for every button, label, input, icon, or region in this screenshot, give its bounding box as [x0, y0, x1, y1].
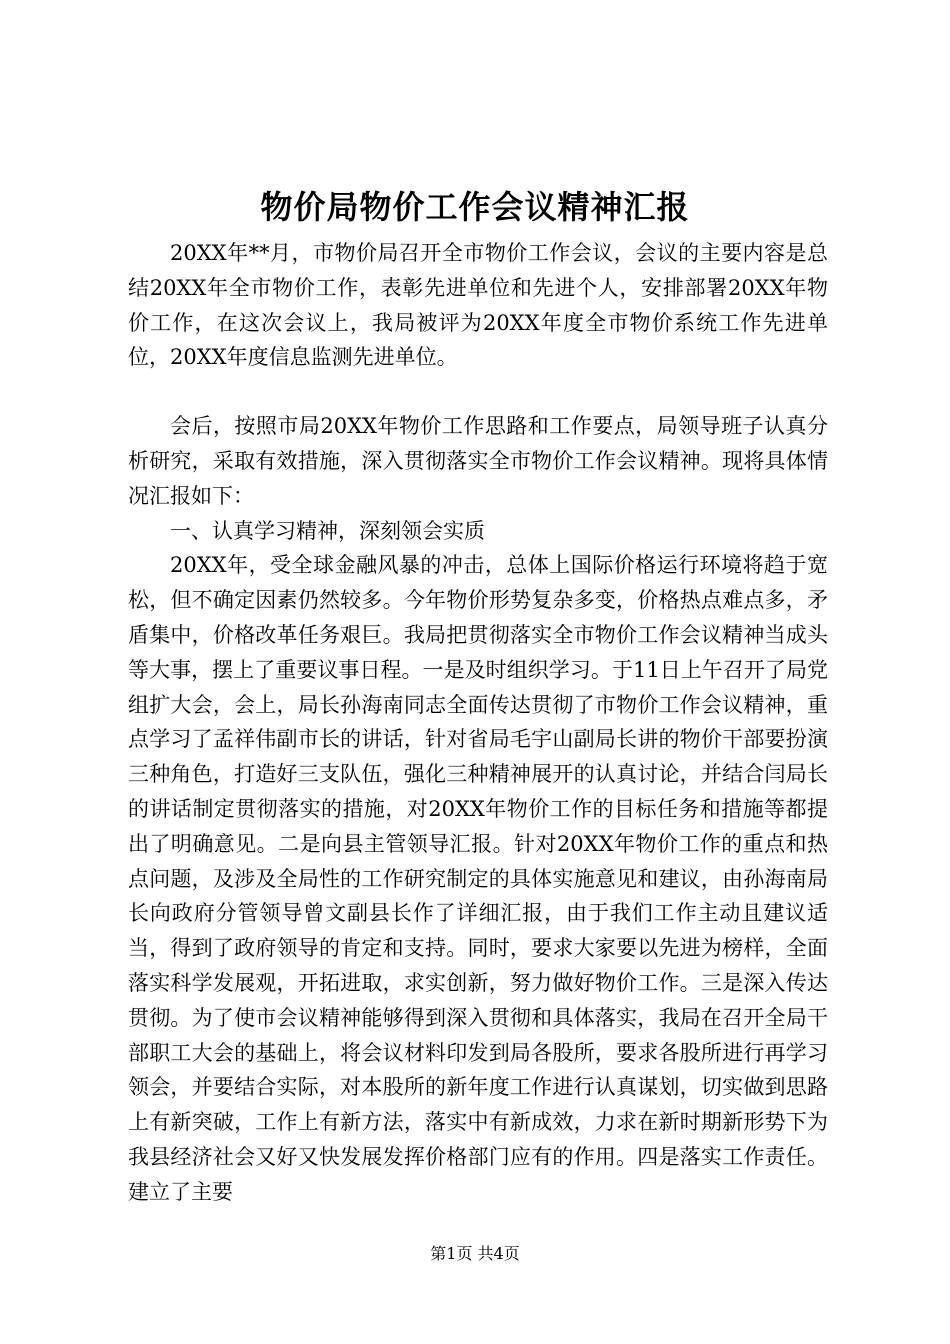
page-number: 第1页 共4页 — [430, 1244, 520, 1263]
document-title: 物价局物价工作会议精神汇报 — [260, 188, 690, 226]
paragraph-section-1-body: 20XX年，受全球金融风暴的冲击，总体上国际价格运行环境将趋于宽松，但不确定因素仍然较多。今年物价形势复杂多变，价格热点难点多，矛盾集中，价格改革任务艰巨。我局把贯彻落实全市物价工作会议精神当成头等大事，摆上了重要议事日程。一是及时组织学习。于11日上午召开了局党组扩大会，会上，局长孙海南同志全面传达贯彻了市物价工作会议精神，重点学习了孟祥伟副市长的讲话，针对省局毛宇山副局长讲的物价干部要扮演三种角色，打造好三支队伍，强化三种精神展开的认真讨论，并结合闫局长的讲话制定贯彻落实的措施，对20XX年物价工作的目标任务和措施等都提出了明确意见。二是向县主管领导汇报。针对20XX年物价工作的重点和热点问题，及涉及全局性的工作研究制定的具体实施意见和建议，由孙海南局长向政府分管领导曾文副县长作了详细汇报，由于我们工作主动且建议适当，得到了政府领导的肯定和支持。同时，要求大家要以先进为榜样，全面落实科学发展观，开拓进取，求实创新，努力做好物价工作。三是深入传达贯彻。为了使市会议精神能够得到深入贯彻和具体落实，我局在召开全局干部职工大会的基础上，将会议材料印发到局各股所，要求各股所进行再学习领会，并要结合实际，对本股所的新年度工作进行认真谋划，切实做到思路上有新突破，工作上有新方法，落实中有新成效，力求在新时期新形势下为我县经济社会又好又快发展发挥价格部门应有的作用。四是落实工作责任。建立了主要 — [128, 553, 828, 1204]
paragraph-intro: 20XX年**月，市物价局召开全市物价工作会议，会议的主要内容是总结20XX年全市物价工作，表彰先进单位和先进个人，安排部署20XX年物价工作，在这次会议上，我局被评为20XX年度全市物价系统工作先进单位，20XX年度信息监测先进单位。 — [128, 241, 828, 370]
section-heading-1: 一、认真学习精神，深刻领会实质 — [170, 518, 485, 543]
paragraph-after-meeting: 会后，按照市局20XX年物价工作思路和工作要点，局领导班子认真分析研究，采取有效措施，深入贯彻落实全市物价工作会议精神。现将具体情况汇报如下： — [128, 414, 828, 508]
document-body — [128, 236, 828, 1210]
